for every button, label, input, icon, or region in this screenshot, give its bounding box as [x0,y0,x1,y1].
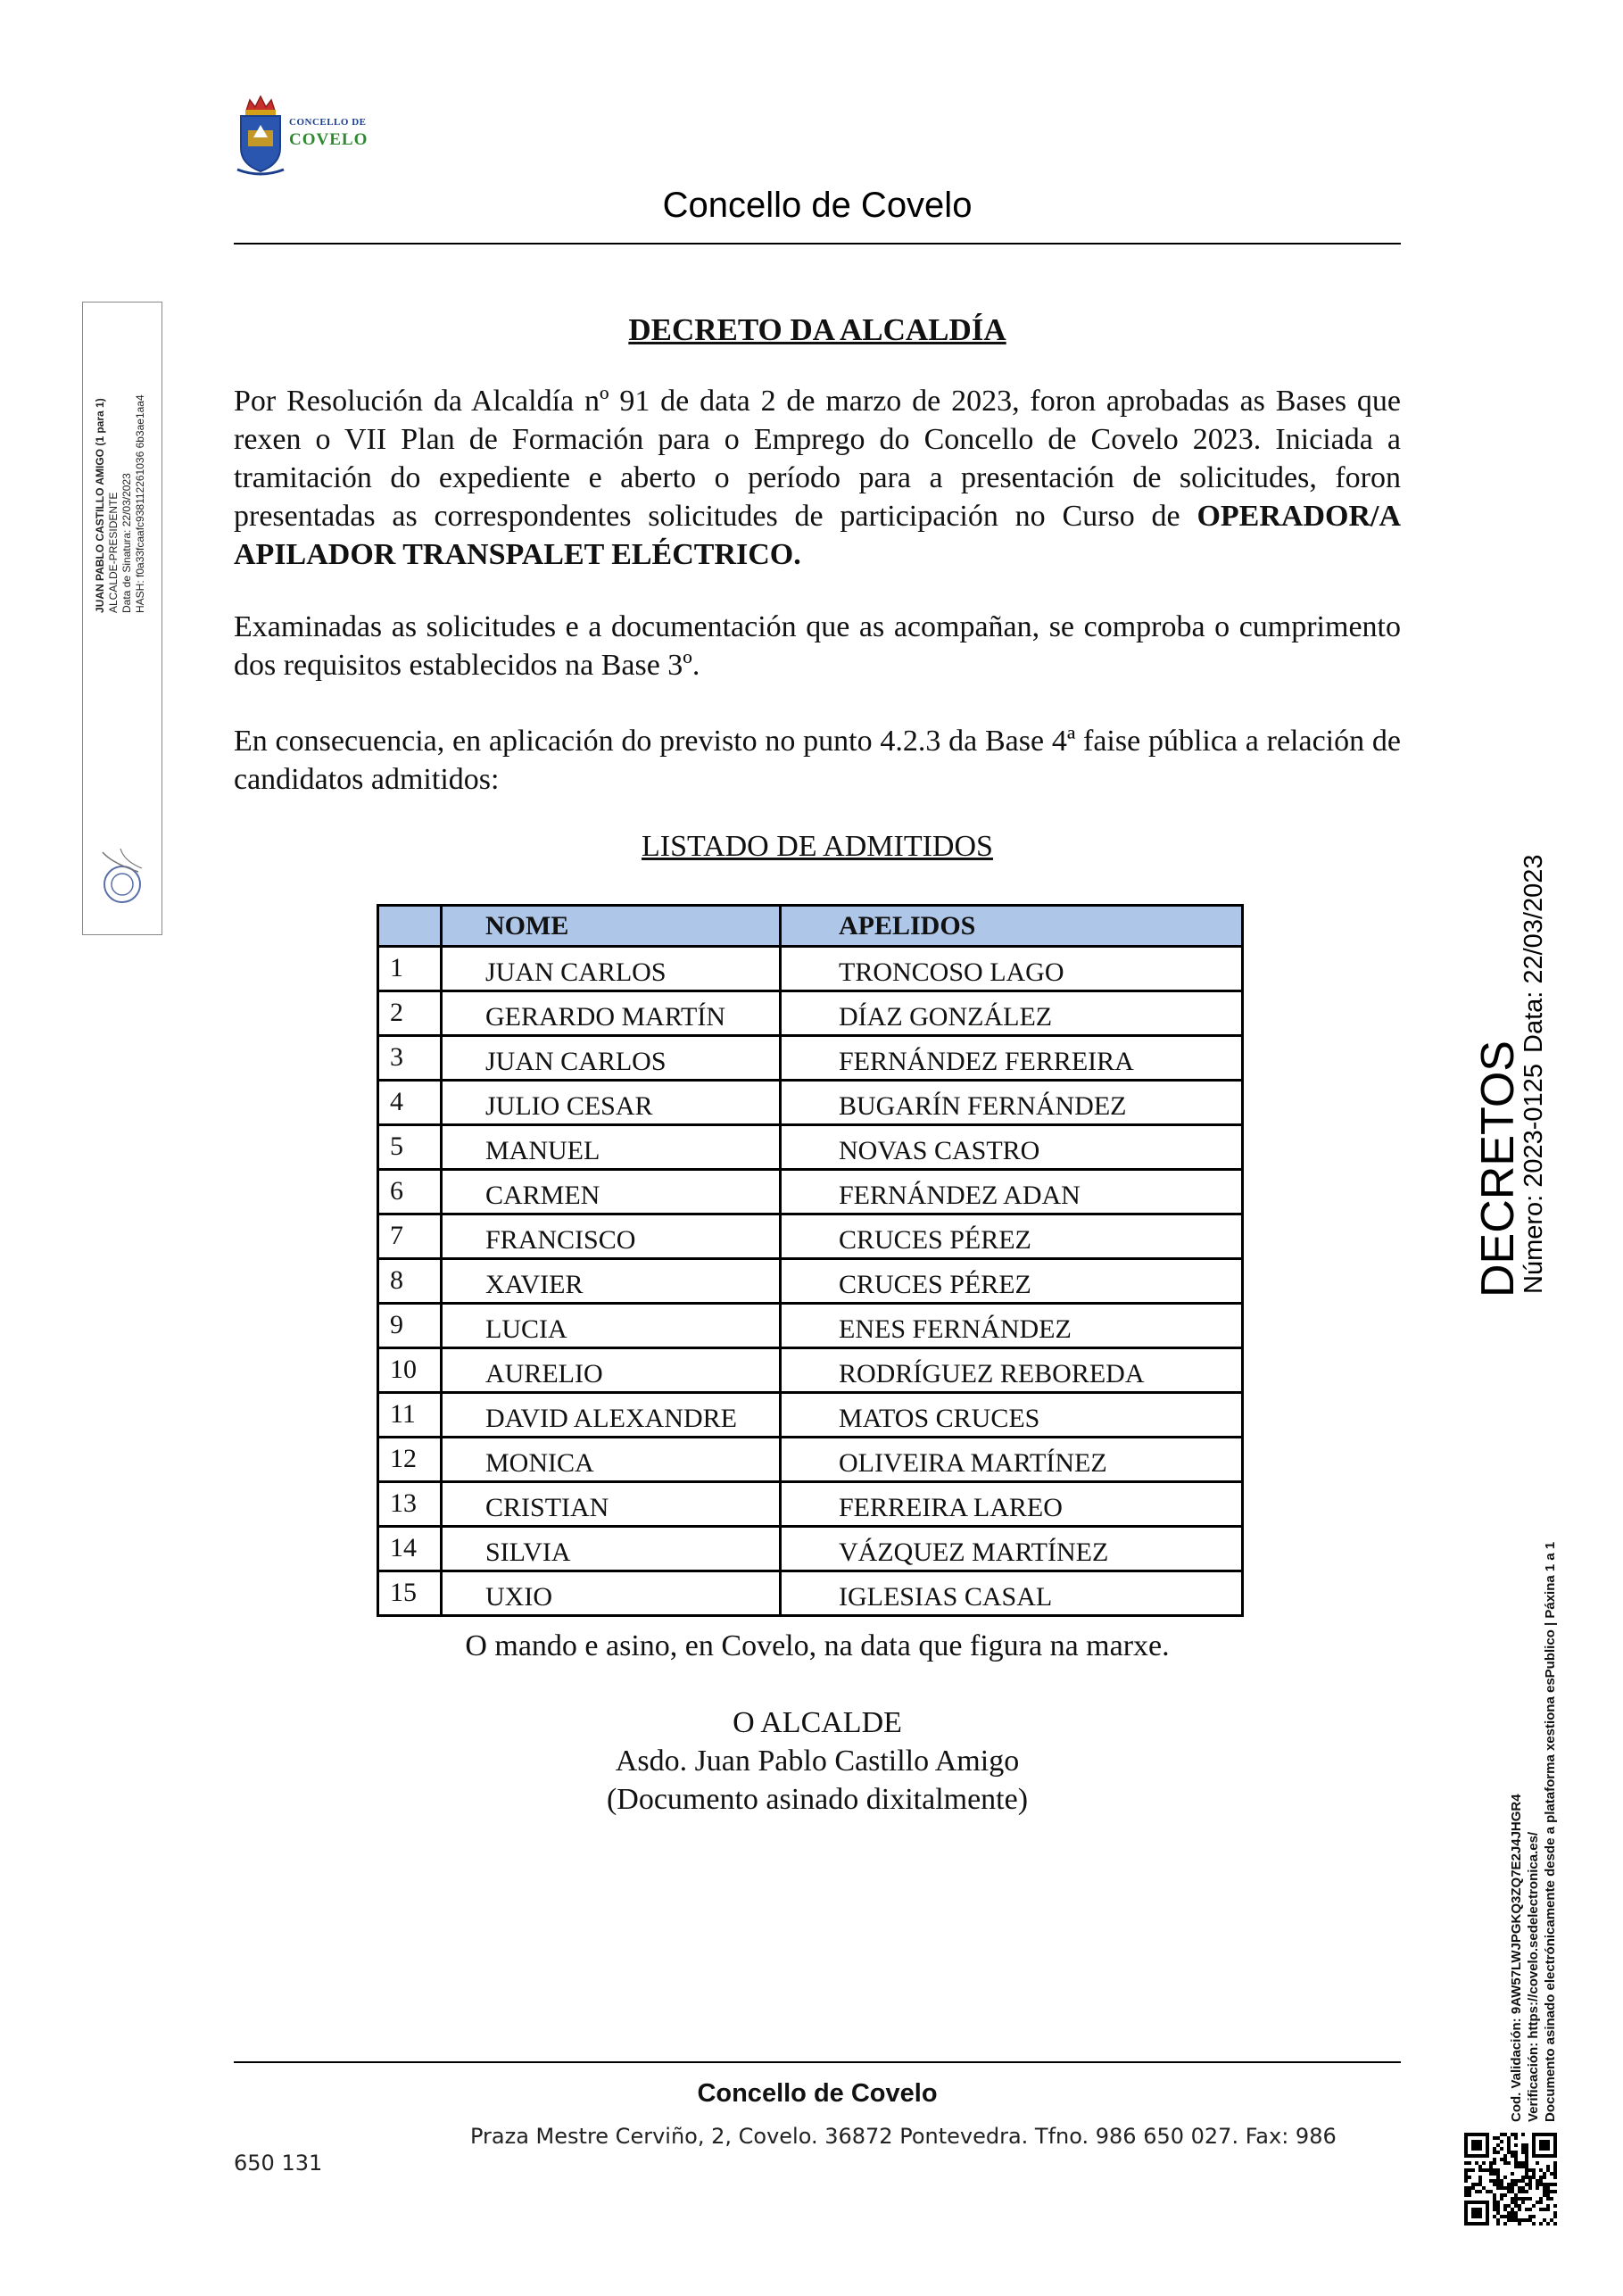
signer-name: JUAN PABLO CASTILLO AMIGO (1 para 1) [94,398,106,613]
row-nome: SILVIA [442,1527,781,1571]
row-number: 12 [378,1438,442,1482]
row-nome: FRANCISCO [442,1214,781,1259]
validation-url: Verificación: https://covelo.sedelectronica.es/ [1526,1831,1541,2122]
course-name: OPERADOR/A APILADOR TRANSPALET ELÉCTRICO. [234,500,1401,571]
header-divider [234,243,1401,245]
row-number: 8 [378,1259,442,1304]
row-nome: DAVID ALEXANDRE [442,1393,781,1438]
row-nome: AURELIO [442,1348,781,1393]
row-number: 2 [378,991,442,1036]
row-nome: JULIO CESAR [442,1081,781,1125]
row-apelidos: FERNÁNDEZ ADAN [781,1170,1243,1214]
row-apelidos: FERREIRA LAREO [781,1482,1243,1527]
table-row [378,1125,1243,1170]
table-row [378,1571,1243,1616]
row-number: 11 [378,1393,442,1438]
validation-block [1508,1542,1559,2122]
signatory-role: O ALCALDE [733,1706,902,1739]
stamp-number: Número: 2023-0125 [1519,1064,1548,1294]
footer-divider [234,2061,1401,2063]
logo-line-1: CONCELLO DE [289,117,367,128]
table-row [378,1259,1243,1304]
row-apelidos: IGLESIAS CASAL [781,1571,1243,1616]
table-row [378,1527,1243,1571]
table-row [378,1304,1243,1348]
table-header-row [378,906,1243,947]
signature-strip [82,302,162,935]
row-number: 13 [378,1482,442,1527]
row-nome: CRISTIAN [442,1482,781,1527]
row-nome: MANUEL [442,1125,781,1170]
footer-address: Praza Mestre Cerviño, 2, Covelo. 36872 Pontevedra. Tfno. 986 650 027. Fax: 986 [470,2124,1337,2149]
logo-line-2: COVELO [289,130,368,149]
coat-of-arms-icon [234,93,287,178]
row-apelidos: OLIVEIRA MARTÍNEZ [781,1438,1243,1482]
signature-note: (Documento asinado dixitalmente) [606,1783,1029,1816]
table-row [378,1348,1243,1393]
row-apelidos: CRUCES PÉREZ [781,1214,1243,1259]
document-title: DECRETO DA ALCALDÍA [628,312,1006,347]
row-number: 5 [378,1125,442,1170]
validation-note: Documento asinado electrónicamente desde a plataforma xestiona esPublico | Páxina 1 a 1 [1543,1541,1558,2122]
row-number: 7 [378,1214,442,1259]
signature-hash: HASH: f0a33fcaafc938112261036 6b3ae1aa4 [134,394,146,613]
concello-logo [234,93,394,178]
table-row [378,1438,1243,1482]
table-row [378,947,1243,991]
row-number: 15 [378,1571,442,1616]
row-nome: UXIO [442,1571,781,1616]
header-number [378,906,442,947]
row-apelidos: VÁZQUEZ MARTÍNEZ [781,1527,1243,1571]
row-apelidos: BUGARÍN FERNÁNDEZ [781,1081,1243,1125]
signatory-name: Asdo. Juan Pablo Castillo Amigo [615,1745,1020,1778]
table-row [378,1036,1243,1081]
row-nome: CARMEN [442,1170,781,1214]
stamp-decretos: DECRETOS [1472,1040,1524,1297]
row-number: 9 [378,1304,442,1348]
admitted-table [377,904,1244,1617]
signer-role: ALCALDE-PRESIDENTE [107,492,120,613]
row-apelidos: TRONCOSO LAGO [781,947,1243,991]
row-number: 4 [378,1081,442,1125]
row-apelidos: CRUCES PÉREZ [781,1259,1243,1304]
signature-date: Data de Sinatura: 22/03/2023 [120,473,133,613]
row-apelidos: DÍAZ GONZÁLEZ [781,991,1243,1036]
footer-address-continued: 650 131 [234,2151,323,2176]
table-row [378,991,1243,1036]
header-apelidos: APELIDOS [781,906,1243,947]
paragraph-consequence: En consecuencia, en aplicación do previsto no punto 4.2.3 da Base 4ª faise pública a relación de candidatos admitidos: [234,725,1401,796]
header-nome: NOME [442,906,781,947]
row-number: 14 [378,1527,442,1571]
signature-seal-icon [94,845,151,908]
table-row [378,1393,1243,1438]
row-apelidos: RODRÍGUEZ REBOREDA [781,1348,1243,1393]
row-apelidos: FERNÁNDEZ FERREIRA [781,1036,1243,1081]
signature-block [234,1703,1401,1819]
validation-code: Cod. Validación: 9AW57LWJPGKQ3ZQ7E2J4JHGR4 [1509,1794,1524,2122]
row-nome: JUAN CARLOS [442,947,781,991]
row-apelidos: MATOS CRUCES [781,1393,1243,1438]
table-row [378,1214,1243,1259]
row-nome: GERARDO MARTÍN [442,991,781,1036]
paragraph-resolution [234,382,1401,574]
row-nome: JUAN CARLOS [442,1036,781,1081]
row-nome: MONICA [442,1438,781,1482]
row-apelidos: ENES FERNÁNDEZ [781,1304,1243,1348]
header-title: Concello de Covelo [662,186,973,225]
closing-statement: O mando e asino, en Covelo, na data que figura na marxe. [465,1629,1170,1662]
footer-title: Concello de Covelo [697,2079,938,2108]
row-nome: XAVIER [442,1259,781,1304]
stamp-date: Data: 22/03/2023 [1519,854,1548,1053]
table-row [378,1482,1243,1527]
row-nome: LUCIA [442,1304,781,1348]
row-apelidos: NOVAS CASTRO [781,1125,1243,1170]
row-number: 10 [378,1348,442,1393]
row-number: 1 [378,947,442,991]
paragraph-resolution-text: Por Resolución da Alcaldía nº 91 de data 2 de marzo de 2023, foron aprobadas as Bases que rexen o VII Plan de Formación para o Emprego do Concello de Covelo 2023. Iniciada a tramitación do expediente e aberto o período para a presentación de solicitudes, foron presentadas as correspondentes solicitudes de participación no Curso de [234,385,1401,533]
paragraph-examination: Examinadas as solicitudes e a documentación que as acompañan, se comproba o cumprimento dos requisitos establecidos na Base 3º. [234,610,1401,682]
row-number: 6 [378,1170,442,1214]
list-title: LISTADO DE ADMITIDOS [642,830,993,863]
table-row [378,1170,1243,1214]
row-number: 3 [378,1036,442,1081]
table-row [378,1081,1243,1125]
qr-code [1464,2133,1557,2226]
